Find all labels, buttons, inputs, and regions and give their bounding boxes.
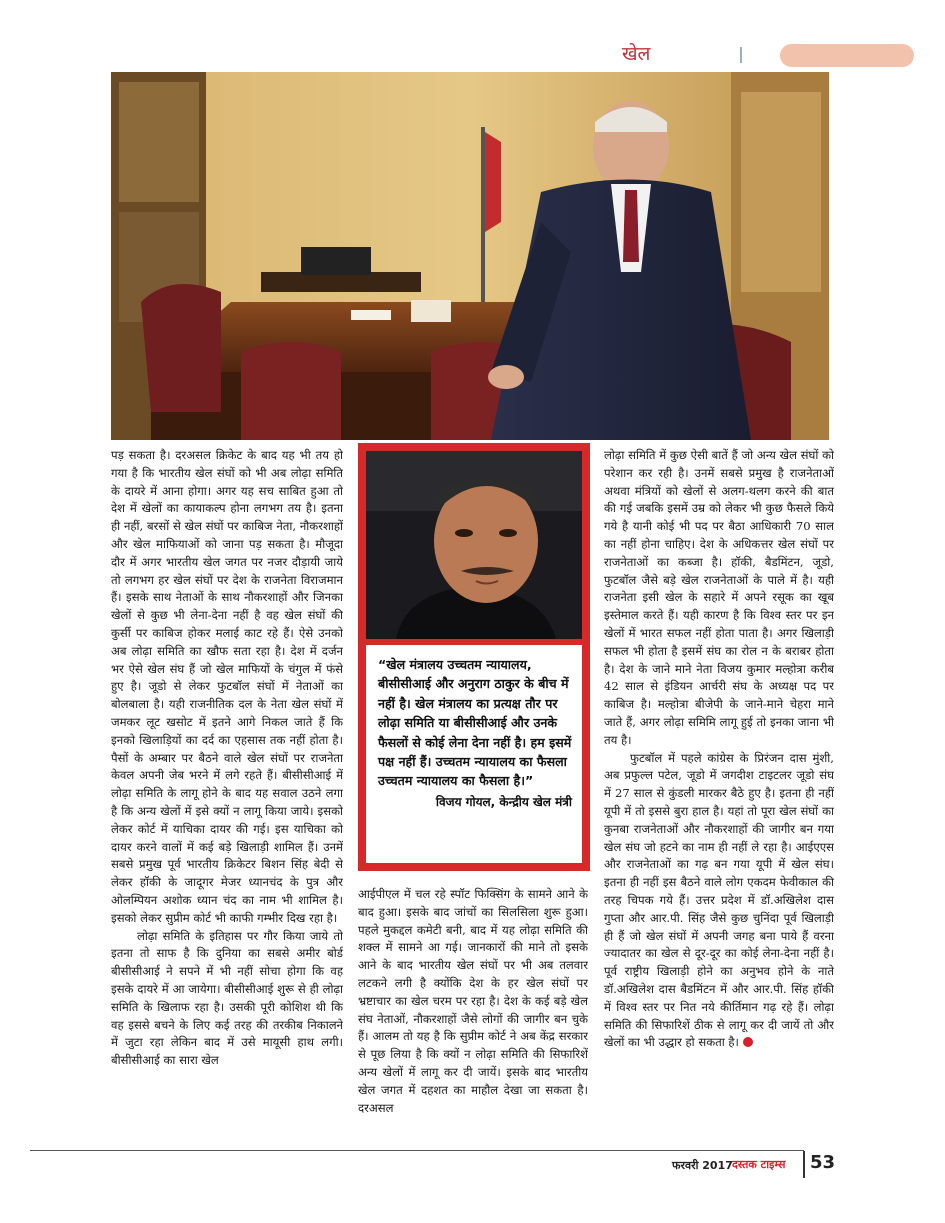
paragraph: लोढ़ा समिति के इतिहास पर गौर किया जाये तो इतना तो साफ है कि दुनिया का सबसे अमीर बोर्ड बीसीसीआई ने सपने में भी नहीं सोचा होगा कि वह इसके दायरे में आ जायेगा। बीसीसीआई शुरू से ही लोढ़ा समिति के खिलाफ रहा है। उसकी पूरी कोशिश थी कि वह इससे बचने के लिए कई तरह की तरकीब निकालने में जुटा रहा लेकिन बाद में उसे मायूसी हाथ लगी। बीसीसीआई का सारा खेल	[111, 928, 343, 1068]
page-number: 53	[810, 1152, 836, 1173]
paragraph: आईपीएल में चल रहे स्पॉट फिक्सिंग के सामने आने के बाद हुआ। इसके बाद जांचों का सिलसिला शुरू हुआ। पहले मुकद्दल कमेटी बनी, बाद में यह लोढ़ा समिति की शक्ल में सामने आ गई। जानकारों की माने तो इसके आने के बाद भारतीय खेल संघों पर भी अब तलवार लटकने लगी है क्योंकि देश के हर खेल संघों पर भ्रष्टाचार का खेल चरम पर रहा है। देश के कई बड़े खेल संघ नेताओं, नौकरशाहों जैसे लोगों की जागीर बन चुके हैं। आलम तो यह है कि सुप्रीम कोर्ट ने अब केंद्र सरकार से पूछ लिया है कि क्यों न लोढ़ा समिति की सिफारिशें अन्य खेलों में लागू कर दी जायें। इसके बाद भारतीय खेल जगत में दहशत का माहौल देखा जा सकता है। दरअसल	[358, 887, 588, 1115]
portrait-image	[366, 451, 582, 639]
end-mark-icon	[743, 1037, 753, 1047]
quote-text-box	[366, 645, 582, 863]
paragraph: पड़ सकता है। दरअसल क्रिकेट के बाद यह भी तय हो गया है कि भारतीय खेल संघों को भी अब लोढ़ा समिति के दायरे में आना होगा। अगर यह सच साबित हुआ तो देश में खेलों का कायाकल्प होना लगभग तय है। इतना ही नहीं, बरसों से खेल संघों पर काबिज नेता, नौकरशाहों और खेल माफियाओं को जाना पड़ सकता है। मौजूदा दौर में अगर भारतीय खेल जगत पर नजर दौड़ायी जाये तो लगभग हर खेल संघों पर देश के राजनेता विराजमान हैं। इसके साथ नेताओं के साथ नौकरशाहों और जिनका खेलों से कुछ भी लेना-देना नहीं है वह खेल संघों की कुर्सी पर काबिज होकर मलाई काट रहे हैं। ऐसे उनको अब लोढ़ा समिति का खौफ सता रहा है। देश में दर्जन भर ऐसे खेल संघ हैं जो खेल माफियों के चंगुल में फंसे हुए है। जूडो से लेकर फुटबॉल संघों में नेताओं का बोलबाला है। यही राजनीतिक दल के नेता खेल संघों में जमकर लूट खसोट में इतने आगे निकल जाते हैं कि इनको खिलाड़ियों का दर्द का एहसास तक नहीं होता है। पैसों के अम्बार पर बैठने वाले खेल संघों पर राजनेता केवल अपनी जेब भरने में लगे रहते हैं। बीसीसीआई में लोढ़ा समिति के लागू होने के बाद यह सवाल उठने लगा है कि अन्य खेलों में इसे क्यों न लागू किया जाये। इसको लेकर कोर्ट में याचिका दायर की गई। इस याचिका को दायर करने वालों में कई बड़े खिलाड़ी शामिल हैं। उनमें सबसे प्रमुख पूर्व भारतीय क्रिकेटर बिशन सिंह बेदी से लेकर हॉकी के जादूगर मेजर ध्यानचंद के पुत्र और ओलम्पियन अशोक ध्यान चंद का नाम भी शामिल है। इसको लेकर सुप्रीम कोर्ट भी काफी गम्भीर दिख रहा है।	[111, 448, 343, 925]
section-title: खेल	[622, 43, 651, 65]
paragraph-last	[604, 750, 834, 1053]
header-decoration	[780, 44, 914, 67]
footer-brand-logo: दस्तक टाइम्स	[732, 1158, 786, 1171]
quote-text: “खेल मंत्रालय उच्चतम न्यायालय, बीसीसीआई और अनुराग ठाकुर के बीच में नहीं है। खेल मंत्रालय का प्रत्यक्ष तौर पर लोढ़ा समिति या बीसीसीआई और उनके फैसलों से कोई लेना देना नहीं है। हम इसमें पक्ष नहीं हैं। उच्चतम न्यायालय का फैसला उच्चतम न्यायालय का फैसला है।”	[378, 657, 572, 789]
article-column-left	[111, 447, 343, 1147]
footer-separator	[803, 1151, 805, 1178]
article-column-middle	[358, 886, 588, 1136]
footer-date: फरवरी 2017	[672, 1159, 733, 1172]
footer-rule	[30, 1150, 804, 1151]
main-photo	[111, 72, 829, 440]
portrait-photo	[366, 451, 582, 639]
article-column-right	[604, 447, 834, 1147]
office-scene-image	[111, 72, 829, 440]
header-divider	[740, 47, 742, 63]
paragraph-text: फुटबॉल में पहले कांग्रेस के प्रिरंजन दास मुंशी, अब प्रफुल्ल पटेल, जूडो में जगदीश टाइटलर जूडो संघ में 27 साल से कुंडली मारकर बैठे हुए है। इतना ही नहीं यूपी में तो इससे बुरा हाल है। यहां तो पूरा खेल संघों का कुनबा राजनेताओं और नौकरशाहों की जागीर बन गया खेल संघ जो हटने का नाम ही नहीं ले रहा है। आईएएस और राजनेताओं का गढ़ बन गया यूपी में खेल संघ। इतना ही नहीं इस बैठने वाले लोग एकदम फेवीकाल की तरह चिपक गये हैं। उत्तर प्रदेश में डॉ.अखिलेश दास गुप्ता और आर.पी. सिंह जैसे कुछ चुनिंदा पूर्व खिलाड़ी ही हैं जो खेल संघों में अपनी जगह बना पाये हैं वरना ज्यादातर का खेल से दूर-दूर का कोई लेना-देना नहीं है। पूर्व राष्ट्रीय खिलाड़ी होने का अनुभव होने के नाते डॉ.अखिलेश दास बैडमिंटन में और आर.पी. सिंह हॉकी में विश्व स्तर पर नित नये कीर्तिमान गढ़ रहे हैं। लोढ़ा समिति की सिफारिशें ठीक से लागू कर दी जायें तो और खेलों का भी उद्धार हो सकता है।	[604, 750, 834, 1050]
quote-box	[358, 443, 590, 871]
quote-attribution: विजय गोयल, केन्द्रीय खेल मंत्री	[435, 794, 572, 809]
paragraph: लोढ़ा समिति में कुछ ऐसी बातें हैं जो अन्य खेल संघों को परेशान कर रही है। उनमें सबसे प्रमुख है राजनेताओं अथवा मंत्रियों को खेलों से अलग-थलग करने की बात की गई जबकि इसमें उम्र को लेकर भी कुछ फैसले किये गये है यानी कोई भी पद पर बैठा आधिकारी 70 साल का नहीं होना चाहिए। देश के अधिकत्तर खेल संघों पर राजनेताओं का कब्जा है। हॉकी, बैडमिंटन, जूडो, फुटबॉल जैसे बड़े खेल राजनेताओं के पाले में है। यही राजनेता इसी खेल के सहारे में अपने रसूक का खूब इस्तेमाल करते हैं। यही कारण है कि विश्व स्तर पर इन खेलों में भारत सफल नहीं होता पाता है। अगर खिलाड़ी सफल भी होता है इसमें संघ का रोल न के बराबर होता है। देश के जाने माने नेता विजय कुमार मल्होत्रा करीब 42 साल से इंडियन आर्चरी संघ के अध्यक्ष पद पर काबिज है। मल्होत्रा बीजेपी के जाने-माने चेहरा माने जाते हैं, अगर लोढ़ा समिमि लागू हुई तो इनका जाना भी तय है।	[604, 448, 834, 747]
